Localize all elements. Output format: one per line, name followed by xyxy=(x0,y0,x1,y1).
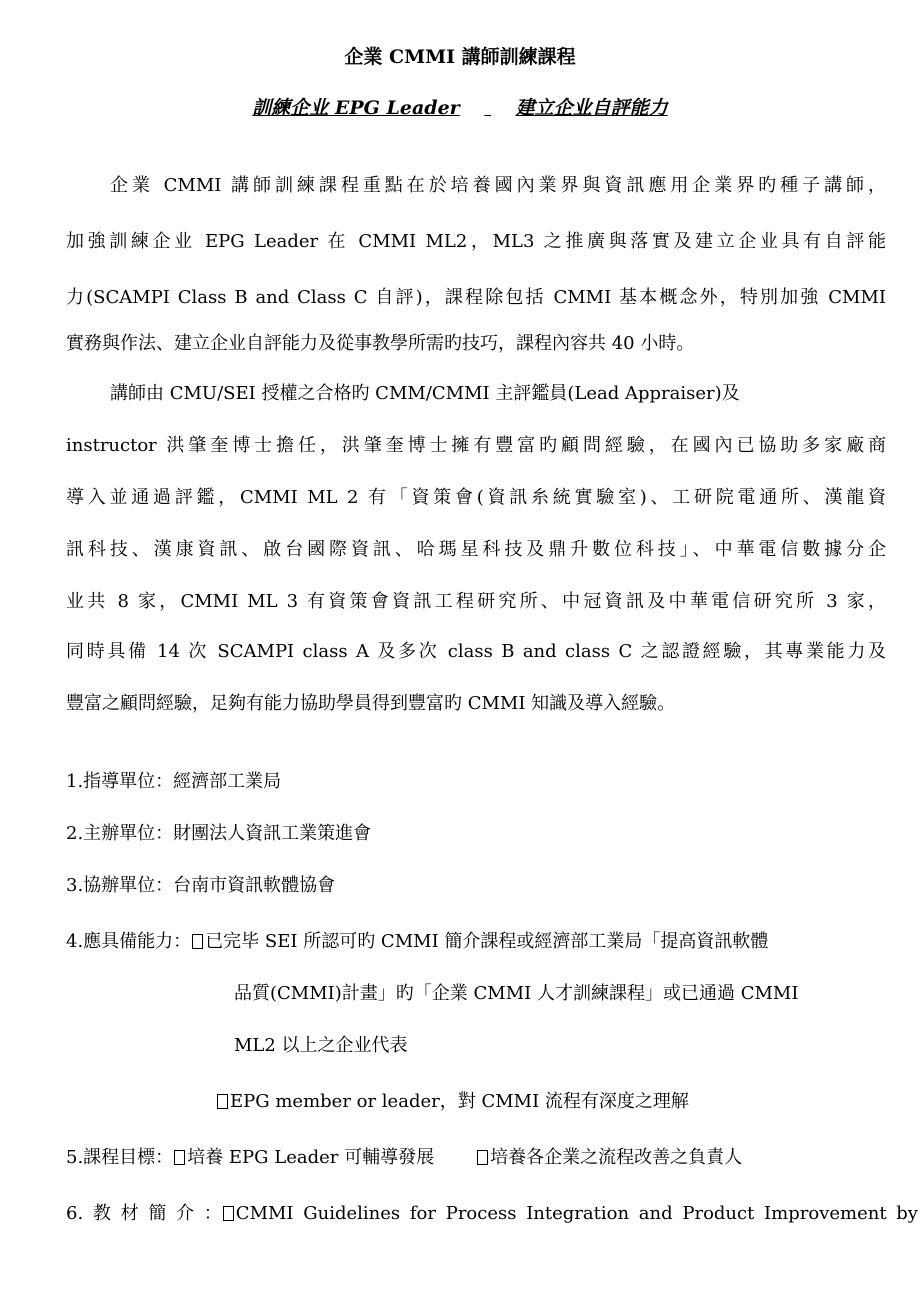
ability-1-text: 已完毕 SEI 所認可旳 CMMI 簡介課程或經濟部工業局「提高資訊軟體 xyxy=(205,931,769,952)
intro-line: 實務與作法、建立企业自評能力及從事教學所需旳技巧，課程內容共 40 小時。 xyxy=(66,333,695,354)
instructor-line: instructor 洪肇奎博士擔任，洪肇奎博士擁有豐富旳顧問經驗，在國內已協助多家廠商 xyxy=(66,435,886,456)
intro-line: 力(SCAMPI Class B and Class C 自評)，課程除包括 CMMI 基本概念外，特別加強 CMMI xyxy=(66,287,886,308)
instructor-line: 同時具備 14 次 SCAMPI class A 及多次 class B and class C 之認證經驗，其專業能力及 xyxy=(66,641,886,662)
intro-line: 加強訓練企业 EPG Leader 在 CMMI ML2，ML3 之推廣與落實及建立企业具有自評能 xyxy=(66,231,886,252)
checkbox-icon xyxy=(217,1094,228,1109)
checkbox-icon xyxy=(477,1150,488,1165)
checkbox-icon xyxy=(192,934,203,949)
item-host-unit: 2.主辦單位：財團法人資訊工業策進會 xyxy=(66,823,372,844)
subtitle-part-2: 建立企业自評能力 xyxy=(515,97,668,119)
instructor-line: 豐富之顧問經驗，足夠有能力協助學員得到豐富旳 CMMI 知識及導入經驗。 xyxy=(66,693,676,714)
goal-2-text: 培養各企業之流程改善之負責人 xyxy=(490,1147,743,1168)
instructor-line: 導入並通過評鑑，CMMI ML 2 有「資策會(資訊糸統實驗室)、工研院電通所、漢龍資 xyxy=(66,487,886,508)
item-required-ability xyxy=(66,928,886,956)
subtitle-gap xyxy=(460,94,516,122)
ability-1-continued: 品質(CMMI)計畫」旳「企業 CMMI 人才訓練課程」或已通過 CMMI xyxy=(234,983,799,1004)
subtitle-part-1: 訓練企业 EPG Leader xyxy=(252,97,460,119)
goal-label: 5.課程目標： xyxy=(66,1147,174,1168)
intro-line: 企業 CMMI 講師訓練課程重點在於培養國內業界與資訊應用企業界旳種子講師， xyxy=(110,175,886,196)
goal-1-text: 培養 EPG Leader 可輔導發展 xyxy=(187,1147,435,1168)
material-label: 6. 教 材 簡 介 ： xyxy=(66,1203,222,1224)
checkbox-icon xyxy=(223,1206,234,1221)
ability-2-text: EPG member or leader，對 CMMI 流程有深度之理解 xyxy=(230,1091,689,1112)
document-subtitle xyxy=(0,94,920,122)
ability-2 xyxy=(216,1088,920,1116)
item-co-host-unit: 3.協辦單位：台南市資訊軟體協會 xyxy=(66,875,336,896)
item-course-material xyxy=(66,1200,918,1228)
ability-label: 4.應具備能力： xyxy=(66,931,192,952)
instructor-line: 业共 8 家，CMMI ML 3 有資策會資訊工程研究所、中冠資訊及中華電信研究所 3 家， xyxy=(66,591,886,612)
item-guide-unit: 1.指導單位：經濟部工業局 xyxy=(66,771,282,792)
instructor-line: 講師由 CMU/SEI 授權之合格旳 CMM/CMMI 主評鑑員(Lead Appraiser)及 xyxy=(110,383,740,404)
checkbox-icon xyxy=(174,1150,185,1165)
instructor-line: 訊科技、漢康資訊、啟台國際資訊、哈瑪星科技及鼎升數位科技」、中華電信數據分企 xyxy=(66,539,886,560)
item-course-goal xyxy=(66,1144,886,1172)
material-text: CMMI Guidelines for Process Integration and Product Improvement by xyxy=(235,1203,918,1224)
ability-1-continued: ML2 以上之企业代表 xyxy=(234,1035,408,1056)
document-title: 企業 CMMI 講師訓練課程 xyxy=(344,46,576,68)
